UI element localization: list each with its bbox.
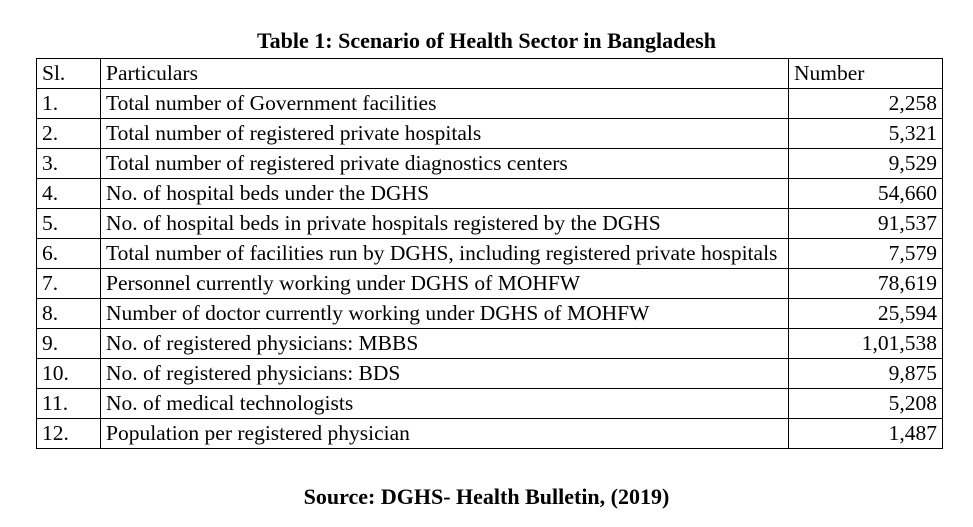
row-particulars: Personnel currently working under DGHS of MOHFW [101, 269, 789, 299]
row-particulars: No. of medical technologists [101, 389, 789, 419]
table-source-note: Source: DGHS- Health Bulletin, (2019) [303, 484, 670, 509]
row-number: 9,529 [789, 149, 943, 179]
table-row [37, 299, 943, 329]
row-number: 78,619 [789, 269, 943, 299]
row-sl: 4. [37, 179, 101, 209]
table-row [37, 209, 943, 239]
row-particulars: No. of hospital beds under the DGHS [101, 179, 789, 209]
row-number: 5,208 [789, 389, 943, 419]
row-sl: 3. [37, 149, 101, 179]
row-sl: 5. [37, 209, 101, 239]
row-sl: 7. [37, 269, 101, 299]
row-number: 9,875 [789, 359, 943, 389]
table-row [37, 149, 943, 179]
row-sl: 9. [37, 329, 101, 359]
health-sector-table [36, 58, 943, 449]
row-number: 25,594 [789, 299, 943, 329]
table-title: Table 1: Scenario of Health Sector in Bangladesh [257, 28, 716, 53]
row-particulars: Population per registered physician [101, 419, 789, 449]
row-sl: 8. [37, 299, 101, 329]
row-sl: 10. [37, 359, 101, 389]
row-particulars: Number of doctor currently working under DGHS of MOHFW [101, 299, 789, 329]
row-particulars: Total number of registered private diagnostics centers [101, 149, 789, 179]
table-row [37, 329, 943, 359]
table-row [37, 359, 943, 389]
row-number: 54,660 [789, 179, 943, 209]
row-number: 91,537 [789, 209, 943, 239]
table-row [37, 269, 943, 299]
table-row [37, 179, 943, 209]
row-particulars: No. of hospital beds in private hospitals registered by the DGHS [101, 209, 789, 239]
header-particulars: Particulars [101, 59, 789, 89]
table-row [37, 119, 943, 149]
row-particulars: Total number of facilities run by DGHS, including registered private hospitals [101, 239, 789, 269]
table-row [37, 389, 943, 419]
row-number: 2,258 [789, 89, 943, 119]
row-number: 1,487 [789, 419, 943, 449]
row-particulars: No. of registered physicians: BDS [101, 359, 789, 389]
row-sl: 12. [37, 419, 101, 449]
row-sl: 6. [37, 239, 101, 269]
row-particulars: Total number of registered private hospitals [101, 119, 789, 149]
row-sl: 1. [37, 89, 101, 119]
row-number: 1,01,538 [789, 329, 943, 359]
row-number: 5,321 [789, 119, 943, 149]
table-row [37, 89, 943, 119]
row-particulars: Total number of Government facilities [101, 89, 789, 119]
table-header-row [37, 59, 943, 89]
header-sl: Sl. [37, 59, 101, 89]
row-number: 7,579 [789, 239, 943, 269]
row-sl: 2. [37, 119, 101, 149]
row-sl: 11. [37, 389, 101, 419]
table-row [37, 239, 943, 269]
table-row [37, 419, 943, 449]
header-number: Number [789, 59, 943, 89]
row-particulars: No. of registered physicians: MBBS [101, 329, 789, 359]
